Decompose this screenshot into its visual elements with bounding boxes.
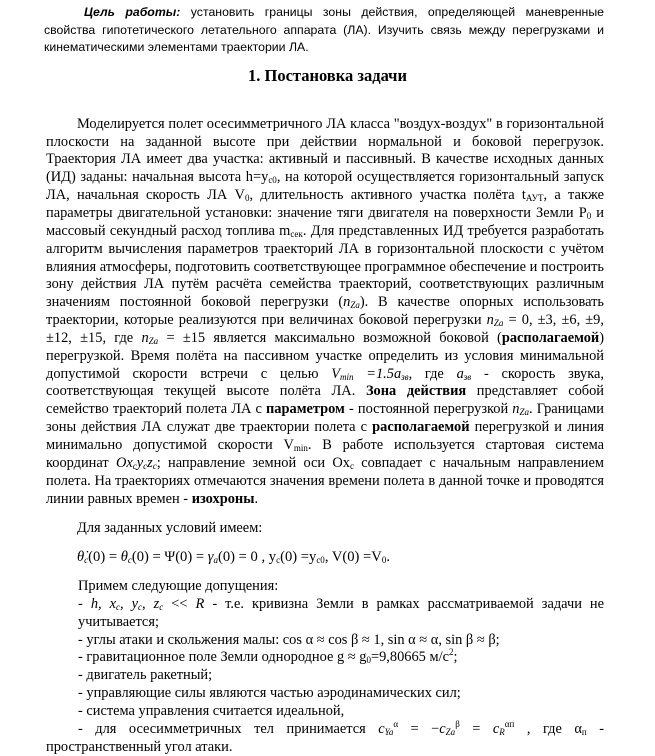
math-text: c <box>439 720 446 737</box>
math-text: зв <box>463 371 472 382</box>
math-text: γ <box>207 549 214 566</box>
math-text: =1.5a <box>353 365 402 382</box>
assumption-item <box>46 718 605 756</box>
math-text: θ̇ <box>77 549 85 566</box>
math-text: min <box>340 371 354 382</box>
text-run: << <box>163 595 196 612</box>
math-text: αп <box>504 718 515 729</box>
text-run: = − <box>398 720 440 737</box>
text-run: - управляющие силы являются частью аэродинамических сил; <box>78 685 461 702</box>
text-run: ) перегрузкой. Время полёта на пассивном участке определить из условия минимальной допустимой скорости встречи с целью <box>46 329 604 382</box>
math-text: сек <box>290 228 303 239</box>
text-run: и массовый секундный расход топлива m <box>46 205 604 239</box>
math-text: Za <box>148 335 159 346</box>
math-text: АУТ <box>525 193 544 204</box>
text-run: ; направление земной оси Ox <box>156 454 350 471</box>
text-run: . В работе используется стартовая система координат <box>46 436 604 471</box>
math-text: Za <box>493 318 504 329</box>
text-run: (0) = Ψ(0) = <box>131 549 208 566</box>
text-run: - <box>78 595 91 612</box>
text-run: - гравитационное поле Земли однородное g ≈ g <box>78 649 367 666</box>
assumption-item <box>46 596 604 632</box>
assumptions-section <box>46 578 604 756</box>
math-text: c <box>132 460 137 471</box>
assumption-item <box>46 632 604 650</box>
math-text: 0 <box>244 193 250 204</box>
math-text: c <box>127 555 132 566</box>
math-text: 0 <box>586 211 592 221</box>
assumptions-list <box>46 596 604 756</box>
text-run: - для осесимметричных тел принимается <box>78 720 379 737</box>
math-text: c <box>492 720 500 737</box>
text-run: ; <box>453 649 458 666</box>
assumption-item <box>46 649 604 667</box>
math-text: зв <box>401 371 409 382</box>
math-text: n <box>486 312 494 329</box>
math-text: R <box>195 595 205 612</box>
math-text: z <box>147 454 153 471</box>
math-text: β <box>455 718 460 729</box>
text-run: , длительность активного участка полёта t <box>249 187 526 204</box>
math-text: c <box>159 601 164 612</box>
text-run: - система управления считается идеальной, <box>78 702 345 719</box>
text-run: . <box>386 549 390 566</box>
text-run: - углы атаки и скольжения малы: cos α ≈ cos β ≈ 1, sin α ≈ α, sin β ≈ β; <box>78 631 500 648</box>
math-text: 0 <box>366 655 371 666</box>
math-text: п <box>581 726 587 737</box>
math-text: , z <box>142 595 160 612</box>
problem-paragraph <box>46 116 604 509</box>
math-text: Ox <box>115 454 133 471</box>
math-text: a <box>456 365 464 382</box>
text-run: Моделируется полет осесимметричного ЛА класса "воздух-воздух" в горизонтальной плоскости на заданной высоте при действии нормальной и боковой перегрузок. Траектория ЛА имеет два участка: активный и пассивный. В качестве исходных данных (ИД) заданы: начальная высота h=y <box>46 115 604 186</box>
goal-label: Цель работы: <box>84 5 181 19</box>
math-text: R <box>499 726 505 737</box>
text-run: (0) =y <box>280 549 317 566</box>
math-text: min <box>293 442 308 453</box>
text-run: . <box>254 490 259 507</box>
math-text: c <box>276 555 281 566</box>
text-run: =9,80665 м/с <box>370 649 449 666</box>
text-run: , где <box>408 365 457 382</box>
math-text: n <box>141 329 149 346</box>
text-run: перегрузкой и линия минимально допустимой скорости V <box>46 419 605 453</box>
initial-conditions-formula <box>46 549 604 567</box>
math-text: n <box>512 401 520 418</box>
math-text: c <box>349 460 354 471</box>
math-text: α <box>393 718 399 729</box>
text-run: - постоянной перегрузкой <box>344 401 513 418</box>
math-text: Za <box>445 726 456 737</box>
text-run: ). В качестве опорных использовать траектории, которые реализуются при величинах боковой перегрузки <box>46 294 604 329</box>
math-text: c <box>138 601 143 612</box>
bold-text: располагаемой <box>372 419 470 436</box>
math-text: h, x <box>90 595 117 612</box>
text-run: представляет собой семейство траекторий полета ЛА с <box>46 383 604 418</box>
text-run: = ±15 является максимально возможной боковой ( <box>158 329 502 346</box>
math-text: 2 <box>448 647 454 658</box>
math-text: c <box>84 555 89 566</box>
text-run: - двигатель ракетный; <box>78 667 213 684</box>
text-run: совпадает с начальным направлением полета. На траекториях отмечаются значения времени полета в данной точке и проводятся линии равных времен - <box>46 454 604 507</box>
text-run: (0) = 0 , y <box>218 549 277 566</box>
math-text: c0 <box>316 555 325 566</box>
text-run: = <box>459 720 493 737</box>
text-run: . Границами зоны действия ЛА служат две траектории полета с <box>46 401 604 436</box>
math-text: V <box>331 365 340 382</box>
text-run: , а также параметры двигательной установки: значение тяги двигателя на поверхности Земли P <box>46 187 604 221</box>
math-text: c <box>152 460 157 471</box>
math-text: Ya <box>384 726 394 737</box>
conditions-intro: Для заданных условий имеем: <box>77 520 263 537</box>
math-text: c <box>378 720 385 737</box>
assumption-item <box>46 667 604 685</box>
assumptions-intro: Примем следующие допущения: <box>78 578 279 595</box>
math-text: 0 <box>381 555 387 566</box>
text-run: = 0, ±3, ±6, ±9, ±12, ±15, где <box>46 312 604 346</box>
text-run: (0) = <box>88 549 121 566</box>
math-text: y <box>136 454 144 471</box>
text-run: - пространственный угол атаки. <box>46 720 605 755</box>
math-text: Za <box>519 407 529 418</box>
math-text: c <box>143 460 148 471</box>
math-text: c <box>116 601 121 612</box>
math-text: θ <box>120 549 128 566</box>
section-title: 1. Постановка задачи <box>248 65 407 85</box>
text-run: - т.е. кривизна Земли в рамках рассматриваемой задачи не учитывается; <box>78 595 605 630</box>
math-text: c0 <box>268 175 277 186</box>
assumption-item <box>46 703 604 721</box>
math-text: n <box>343 294 351 311</box>
math-text: a <box>213 555 219 566</box>
math-text: , y <box>120 595 139 612</box>
goal-statement <box>44 4 604 57</box>
bold-text: располагаемой <box>501 329 600 346</box>
text-run: , на которой осуществляется горизонтальный запуск ЛА, начальная скорость ЛА V <box>46 169 604 204</box>
text-run: - скорость звука, соответствующая текущей высоте полёта ЛА. <box>46 365 605 400</box>
text-run: , где α <box>514 720 582 737</box>
assumption-item <box>46 685 604 703</box>
math-text: Za <box>350 300 360 311</box>
goal-text: установить границы зоны действия, определяющей маневренные свойства гипотетического летательного аппарата (ЛА). Изучить связь между перегрузками и кинематическими элементами траектории ЛА. <box>44 5 605 55</box>
text-run: . Для представленных ИД требуется разработать алгоритм вычисления параметров траекторий ЛА в горизонтальной плоскости с учётом влияния атмосферы, подготовить соответствующее программное обеспечение и построить зону действия ЛА путём расчёта семейства траекторий, соответствующих различным значениям постоянной боковой перегрузки ( <box>46 222 604 311</box>
bold-text: Зона действия <box>365 383 467 400</box>
bold-text: параметром <box>266 401 345 418</box>
bold-text: изохроны <box>191 490 255 507</box>
text-run: , V(0) =V <box>324 549 382 566</box>
